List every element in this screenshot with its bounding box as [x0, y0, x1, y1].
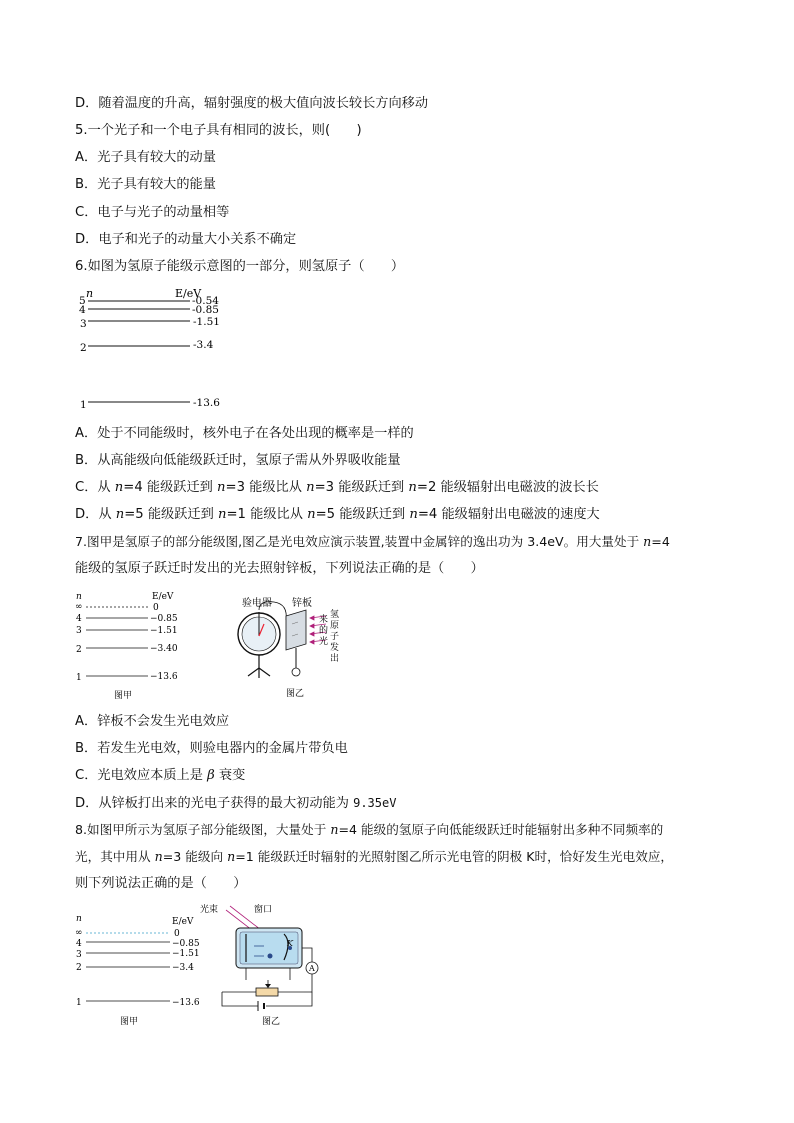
q5-option-b: B．光子具有较大的能量	[75, 177, 216, 192]
q8a-caption: 图甲	[120, 1017, 139, 1027]
q8b-beam-label: 光束	[200, 905, 219, 915]
text-segment: 衰变	[214, 768, 246, 783]
text-segment: =4 能级的氢原子向低能级跃迁时能辐射出多种不同频率的	[338, 822, 664, 837]
variable-n: n	[409, 507, 418, 522]
q8a-level-inf-e: 0	[174, 929, 180, 939]
variable-n: n	[330, 822, 339, 837]
q8b-caption: 图乙	[262, 1017, 281, 1027]
q6-option-b: B．从高能级向低能级跃迁时，氢原子需从外界吸收能量	[75, 453, 401, 468]
q6-option-c	[75, 479, 599, 497]
q6-level-1-e: -13.6	[193, 397, 220, 409]
q7b-caption: 图乙	[286, 689, 305, 699]
q7a-level-3-n: 3	[76, 626, 82, 636]
q7a-level-inf-e: 0	[153, 603, 159, 613]
q7b-light-char: 氢	[330, 610, 340, 620]
q7a-level-1-e: −13.6	[150, 672, 178, 682]
q7a-level-inf-n: ∞	[75, 602, 83, 612]
q7a-level-1-n: 1	[76, 673, 82, 683]
q6-option-a: A．处于不同能级时，核外电子在各处出现的概率是一样的	[75, 426, 414, 441]
variable-n: n	[227, 849, 236, 864]
q7a-level-2-e: −3.40	[150, 644, 178, 654]
q8a-n-label: n	[76, 914, 82, 924]
q8b-cathode-label: K	[287, 939, 293, 948]
q6-energy-axis-label: E/eV	[175, 287, 202, 300]
text-segment: =1 能级比从	[226, 507, 308, 522]
q7a-level-4-e: −0.85	[150, 614, 178, 624]
text-segment: =2 能级辐射出电磁波的波长长	[416, 480, 599, 495]
q7a-e-label: E/eV	[152, 592, 174, 602]
variable-n: n	[115, 507, 125, 522]
q8a-e-label: E/eV	[172, 917, 194, 927]
q7b-electroscope-label: 验电器	[242, 598, 272, 609]
text-segment: =4 能级跃迁到	[123, 480, 218, 495]
variable-n: n	[408, 480, 417, 495]
text-segment: C．从	[75, 480, 115, 495]
text-segment: 7.图甲是氢原子的部分能级图,图乙是光电效应演示装置,装置中金属锌的逸出功为 3.4eV。用大量处于	[75, 534, 644, 549]
q6-stem: 6.如图为氢原子能级示意图的一部分，则氢原子（ ）	[75, 259, 405, 274]
q8a-level-4-e: −0.85	[172, 939, 200, 949]
value-segment: 9.35eV	[353, 796, 397, 810]
zinc-plate-icon	[286, 610, 306, 650]
q8b-window-label: 窗口	[254, 905, 273, 915]
q6-level-5-n: 5	[79, 295, 86, 307]
text-segment: =3 能级比从	[225, 480, 307, 495]
q7b-light-char: 出	[330, 654, 340, 664]
q6-level-5-e: -0.54	[192, 295, 219, 307]
variable-n: n	[114, 480, 124, 495]
q7a-level-2-n: 2	[76, 645, 82, 655]
q6-option-d	[75, 506, 600, 524]
q6-level-4-e: -0.85	[192, 304, 219, 316]
q7-option-d	[75, 794, 396, 813]
q7-option-b: B．若发生光电效，则验电器内的金属片带负电	[75, 741, 348, 756]
q6-energy-level-diagram	[76, 286, 236, 414]
q6-level-2-e: -3.4	[193, 339, 214, 351]
text-segment: 8.如图甲所示为氢原子部分能级图，大量处于	[75, 822, 331, 837]
q7b-light-char: 来	[319, 615, 329, 625]
q5-option-a: A．光子具有较大的动量	[75, 150, 216, 165]
q6-level-2-n: 2	[80, 342, 87, 354]
text-segment: =4 能级辐射出电磁波的速度大	[417, 507, 600, 522]
q7a-level-4-n: 4	[76, 614, 82, 624]
q6-level-1-n: 1	[80, 399, 87, 411]
q7-option-c	[75, 767, 245, 785]
q7-option-a: A．锌板不会发生光电效应	[75, 714, 230, 729]
variable-n: n	[643, 534, 652, 549]
q6-level-3-n: 3	[80, 318, 87, 330]
q7-stem-line1	[75, 533, 670, 551]
q7b-light-char: 光	[319, 637, 329, 647]
q8-stem-line2	[75, 848, 673, 866]
q8a-level-inf-n: ∞	[75, 928, 83, 938]
variable-n: n	[154, 849, 163, 864]
variable-n: n	[217, 480, 226, 495]
q7a-n-label: n	[76, 592, 82, 602]
text-segment: =4	[651, 534, 670, 549]
variable-n: n	[306, 480, 315, 495]
variable-n: n	[307, 507, 316, 522]
q7-figure-a-energy-levels	[74, 590, 194, 702]
q8-figure-a-energy-levels	[74, 912, 204, 1032]
text-segment: =3 能级跃迁到	[314, 480, 409, 495]
q5-option-d: D．电子和光子的动量大小关系不确定	[75, 232, 297, 247]
q7-figure-b-apparatus	[230, 596, 350, 706]
text-segment: =5 能级跃迁到	[124, 507, 218, 522]
text-segment: =5 能级跃迁到	[315, 507, 410, 522]
q4-option-d: D．随着温度的升高，辐射强度的极大值向波长较长方向移动	[75, 96, 429, 111]
q7b-light-char: 子	[330, 632, 340, 642]
text-segment: D．从	[75, 507, 116, 522]
q8b-ammeter-label: A	[309, 964, 315, 973]
q8a-level-1-e: −13.6	[172, 998, 200, 1008]
q8a-level-3-e: −1.51	[172, 949, 200, 959]
q8a-level-4-n: 4	[76, 939, 82, 949]
q5-stem: 5.一个光子和一个电子具有相同的波长，则( )	[75, 123, 362, 138]
q8-stem-line1	[75, 821, 663, 839]
variable-n: n	[218, 507, 227, 522]
q8a-level-2-e: −3.4	[172, 963, 194, 973]
q7b-light-char: 的	[319, 626, 329, 636]
q5-option-c: C．电子与光子的动量相等	[75, 205, 230, 220]
variable-beta: β	[207, 768, 215, 783]
q8-stem-line3: 则下列说法正确的是（ ）	[75, 876, 247, 891]
q6-level-4-n: 4	[79, 304, 86, 316]
q7b-zinc-label: 锌板	[292, 598, 312, 609]
q7b-light-char: 发	[330, 643, 340, 653]
text-segment: =1 能级跃迁时辐射的光照射图乙所示光电管的阴极 K时，恰好发生光电效应，	[235, 849, 674, 864]
q8a-level-3-n: 3	[76, 950, 82, 960]
q8a-level-1-n: 1	[76, 998, 82, 1008]
text-segment: =3 能级向	[162, 849, 228, 864]
q7a-caption: 图甲	[114, 691, 133, 701]
text-segment: D．从锌板打出来的光电子获得的最大初动能为	[75, 796, 354, 811]
q7-stem-line2: 能级的氢原子跃迁时发出的光去照射锌板，下列说法正确的是（ ）	[75, 561, 484, 576]
q7b-light-char: 原	[330, 621, 340, 631]
q7a-level-3-e: −1.51	[150, 626, 178, 636]
q8a-level-2-n: 2	[76, 963, 82, 973]
rheostat-icon	[256, 988, 278, 996]
text-segment: 光，其中用从	[75, 849, 155, 864]
text-segment: C．光电效应本质上是	[75, 768, 208, 783]
q6-level-3-e: -1.51	[193, 316, 220, 328]
q6-n-axis-label: n	[86, 287, 94, 300]
q8-figure-b-phototube-circuit	[198, 898, 328, 1028]
